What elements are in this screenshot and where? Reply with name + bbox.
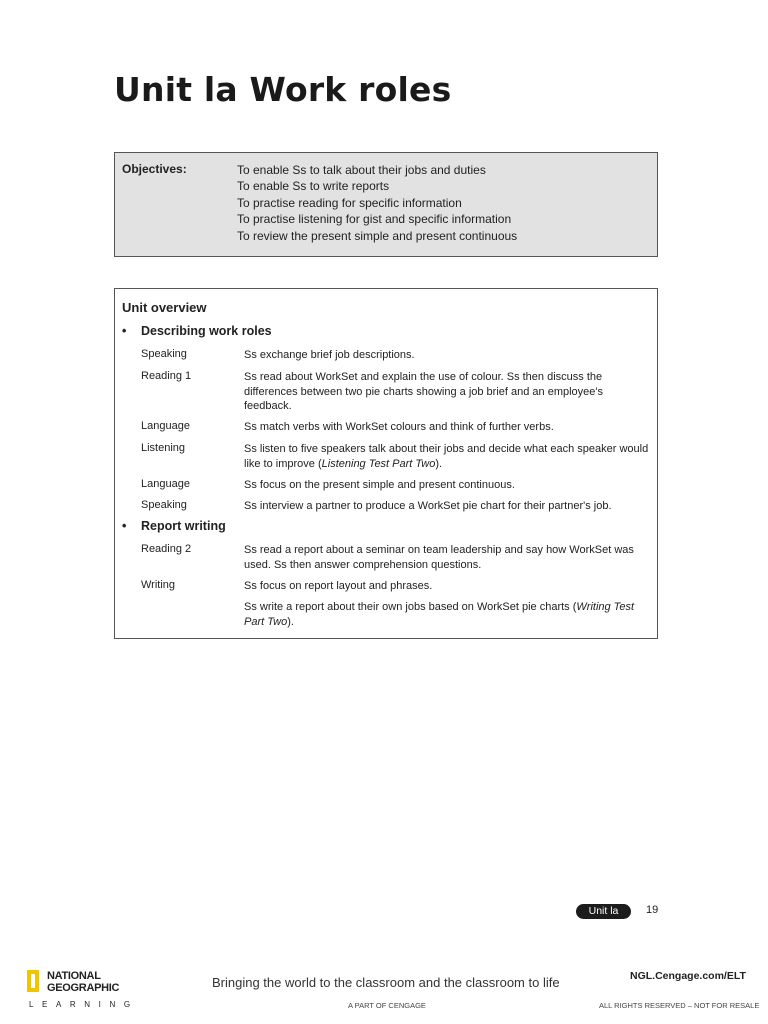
unit-overview-box (114, 288, 658, 639)
row-label: Speaking (141, 499, 187, 511)
row-label: Reading 2 (141, 543, 192, 555)
objective-item: To review the present simple and present continuous (237, 228, 518, 243)
national-geographic-learning-logo (27, 970, 137, 1014)
page-number: 19 (646, 904, 659, 916)
row-label: Reading 1 (141, 370, 192, 382)
objective-item: To practise reading for specific information (237, 195, 462, 210)
row-description-text: Ss write a report about their own jobs based on WorkSet pie charts ( (244, 601, 577, 613)
row-description-italic: Writing Test Part Two (244, 601, 635, 628)
section-heading-describing-work-roles (122, 324, 272, 338)
objective-item: To enable Ss to write reports (237, 179, 390, 194)
bullet-icon: • (122, 519, 127, 533)
row-description (244, 600, 652, 629)
section-heading-report-writing (122, 519, 226, 533)
row-description-italic: Listening Test Part Two (321, 457, 436, 470)
logo-text: GEOGRAPHIC (47, 982, 120, 994)
row-description-text: ). (435, 457, 443, 470)
section-heading-text: Describing work roles (141, 324, 272, 338)
row-description-text: Ss listen to five speakers talk about their jobs and decide what each speaker would like to improve ( (244, 443, 649, 470)
row-description: Ss interview a partner to produce a WorkSet pie chart for their partner's job. (244, 500, 612, 512)
row-description: Ss focus on the present simple and present continuous. (244, 479, 515, 491)
yellow-frame-icon (27, 970, 39, 992)
row-label: Language (141, 478, 190, 490)
footer-part-of: A PART OF CENGAGE (348, 1001, 426, 1010)
footer-tagline: Bringing the world to the classroom and the classroom to life (212, 975, 560, 990)
bullet-icon: • (122, 324, 127, 338)
objectives-list (237, 162, 517, 244)
section-heading-text: Report writing (141, 519, 226, 533)
row-label: Listening (141, 442, 186, 454)
row-label: Speaking (141, 348, 187, 360)
objective-item: To enable Ss to talk about their jobs and duties (237, 163, 486, 177)
row-description: Ss match verbs with WorkSet colours and think of further verbs. (244, 421, 554, 433)
logo-text: NATIONAL (47, 970, 101, 982)
row-description: Ss exchange brief job descriptions. (244, 349, 415, 361)
objectives-box (114, 152, 658, 257)
footer-rights: ALL RIGHTS RESERVED – NOT FOR RESALE (599, 1001, 760, 1010)
row-description: Ss read a report about a seminar on team leadership and say how WorkSet was used. Ss then answer comprehension questions. (244, 544, 634, 571)
overview-title: Unit overview (122, 300, 207, 315)
objective-item: To practise listening for gist and specific information (237, 212, 512, 227)
objectives-label: Objectives: (122, 162, 187, 176)
unit-badge: Unit la (576, 904, 631, 919)
row-description: Ss focus on report layout and phrases. (244, 580, 433, 592)
row-description: Ss read about WorkSet and explain the use of colour. Ss then discuss the differences between two pie charts showing a job brief and an employee's feedback. (244, 371, 604, 412)
row-label: Language (141, 420, 190, 432)
row-description (244, 442, 652, 471)
row-description-text: ). (287, 615, 294, 628)
logo-text: LEARNING (29, 1000, 139, 1009)
page-title: Unit la Work roles (114, 70, 452, 109)
footer-url: NGL.Cengage.com/ELT (630, 970, 746, 982)
row-label: Writing (141, 579, 176, 591)
